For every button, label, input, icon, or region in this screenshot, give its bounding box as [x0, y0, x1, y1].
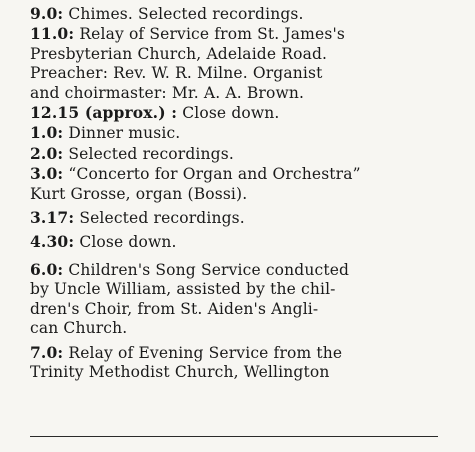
entry-time: 11.0:	[30, 24, 75, 44]
entry-first-line	[30, 4, 470, 24]
listing-entry-0900	[30, 4, 470, 24]
entry-text: Close down.	[182, 104, 280, 123]
entry-text: Relay of Service from St. James's	[79, 25, 345, 44]
listing-entry-0200	[30, 144, 470, 164]
entry-first-line	[30, 164, 470, 184]
entry-first-line	[30, 260, 470, 280]
entry-continuation: dren's Choir, from St. Aiden's Angli-	[30, 299, 319, 318]
listing-entry-0430	[30, 232, 470, 252]
entry-text: Close down.	[79, 233, 177, 252]
listing-entry-0700	[30, 343, 470, 383]
radio-program-listing	[30, 4, 470, 382]
entry-continuation: and choirmaster: Mr. A. A. Brown.	[30, 83, 305, 102]
listing-entry-0300	[30, 164, 470, 204]
entry-time: 3.0:	[30, 164, 64, 184]
entry-first-line	[30, 103, 470, 123]
entry-first-line	[30, 208, 470, 228]
entry-time: 7.0:	[30, 342, 64, 362]
entry-time: 1.0:	[30, 123, 64, 143]
entry-first-line	[30, 24, 470, 44]
entry-time: 2.0:	[30, 143, 64, 163]
entry-first-line	[30, 123, 470, 143]
entry-time: 3.17:	[30, 208, 75, 228]
entry-time: 6.0:	[30, 259, 64, 279]
entry-first-line	[30, 343, 470, 363]
entry-text: Selected recordings.	[79, 209, 245, 228]
entry-text: Relay of Evening Service from the	[68, 343, 343, 362]
entry-text: Children's Song Service conducted	[68, 260, 350, 279]
entry-text: “Concerto for Organ and Orchestra”	[68, 165, 361, 184]
entry-first-line	[30, 232, 470, 252]
entry-continuation: can Church.	[30, 319, 128, 338]
entry-text: Dinner music.	[68, 124, 181, 143]
column-rule	[30, 436, 438, 437]
entry-continuation: by Uncle William, assisted by the chil-	[30, 280, 336, 299]
entry-continuation: Preacher: Rev. W. R. Milne. Organist	[30, 64, 323, 83]
listing-entry-0317	[30, 208, 470, 228]
listing-entry-1215	[30, 103, 470, 123]
entry-first-line	[30, 144, 470, 164]
entry-continuation: Kurt Grosse, organ (Bossi).	[30, 184, 248, 203]
entry-continuation: Presbyterian Church, Adelaide Road.	[30, 44, 328, 63]
entry-continuation: Trinity Methodist Church, Wellington	[30, 362, 330, 381]
entry-time: 12.15 (approx.) :	[30, 103, 178, 123]
listing-entry-0600	[30, 260, 470, 339]
entry-time: 9.0:	[30, 4, 64, 23]
listing-entry-0100	[30, 123, 470, 143]
entry-text: Chimes. Selected recordings.	[68, 5, 304, 23]
entry-text: Selected recordings.	[68, 144, 234, 163]
entry-time: 4.30:	[30, 232, 75, 252]
listing-entry-1100	[30, 24, 470, 103]
